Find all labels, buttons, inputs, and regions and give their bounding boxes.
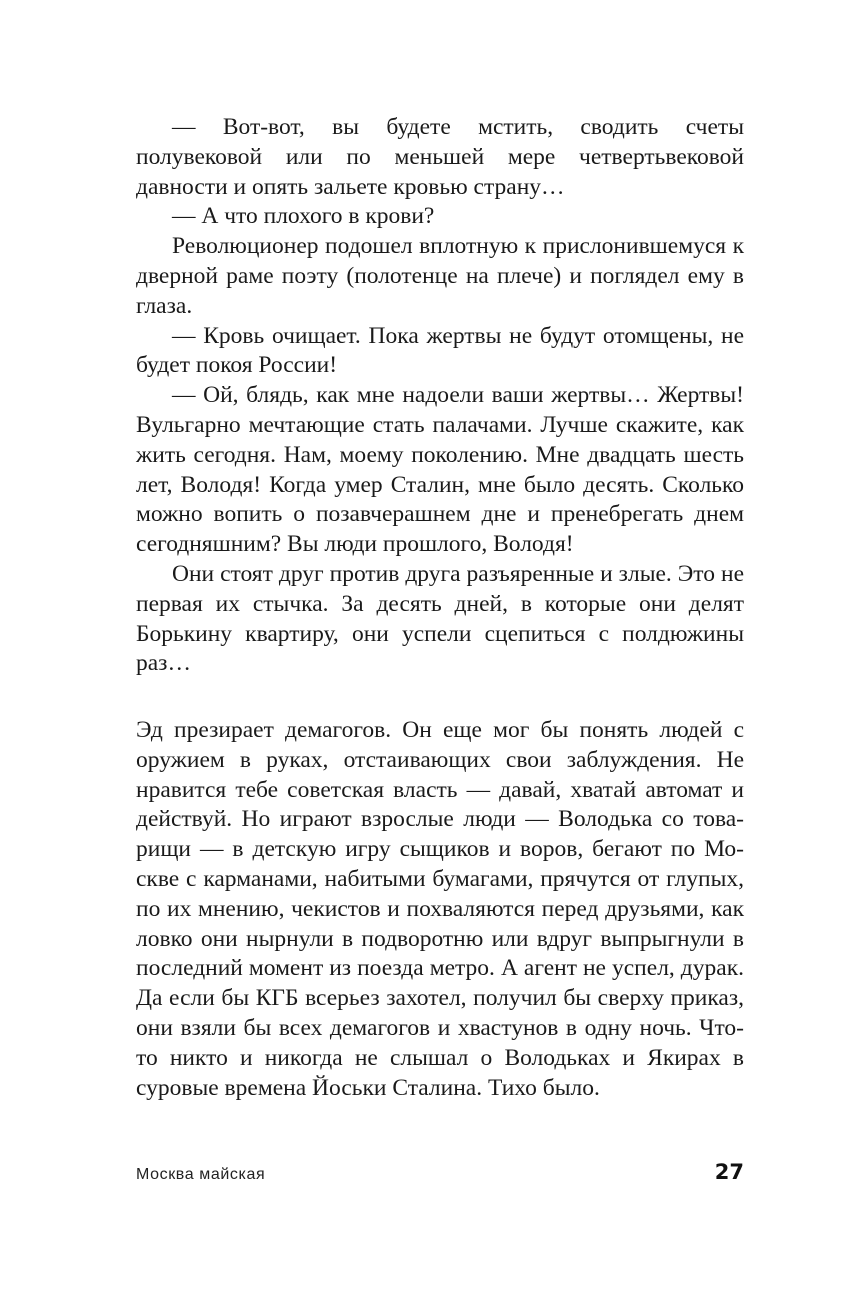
paragraph-narration-2: Они стоят друг против друга разъяренные и злые. Это не первая их стычка. За десять дней, в которые они делят Борькину квартиру, они успели сцепиться с полдюжины раз… <box>136 560 744 677</box>
paragraph-dialogue-4: — Ой, блядь, как мне надоели ваши жертвы… Жертвы! Вульгарно мечтающие стать палачами. Лучше скажите, как жить сегодня. Нам, моему поколению. Мне двадцать шесть лет, Володя! Когда умер Сталин, мне было десять. Сколько можно вопить о позавчерашнем дне и пренебрегать днем сегодняшним? Вы люди прошлого, Володя! <box>136 382 744 558</box>
paragraph-narration-1: Революционер подошел вплотную к прислонившемуся к дверной раме поэту (полотенце на плече) и поглядел ему в глаза. <box>136 233 744 319</box>
dialogue-section <box>136 113 744 679</box>
paragraph-dialogue-2: — А что плохого в крови? <box>172 203 435 230</box>
paragraph-narration-3: Эд презирает демагогов. Он еще мог бы понять людей с оружием в руках, отстаивающих свои заблуждения. Не нравится тебе советская власть — давай, хватай автомат и действуй. Но играют взрослые люди — Володька со товарищи — в детскую игру сыщиков и воров, бегают по Москве с карманами, набитыми бумагами, прячутся от глупых, по их мнению, чекистов и похваляются перед друзьями, как ловко они нырнули в подворотню или вдруг выпрыгнули в последний момент из поезда метро. А агент не успел, дурак. Да если бы КГБ всерьез захотел, получил бы сверху приказ, они взяли бы всех демагогов и хвастунов в одну ночь. Что-то никто и никогда не слышал о Володьках и Якирах в суровые времена Йоськи Сталина. Тихо было. <box>136 717 744 1101</box>
paragraph-dialogue-1: — Вот-вот, вы будете мстить, сводить счеты полувековой или по меньшей мере четвертьвековой давности и опять зальете кровью страну… <box>136 114 744 200</box>
paragraph-dialogue-3: — Кровь очищает. Пока жертвы не будут отомщены, не будет покоя России! <box>136 322 744 379</box>
running-title <box>136 1166 265 1184</box>
narrative-section <box>136 716 744 1103</box>
page-number: 27 <box>714 1160 744 1184</box>
running-title-text: Москва майская <box>136 1166 266 1183</box>
